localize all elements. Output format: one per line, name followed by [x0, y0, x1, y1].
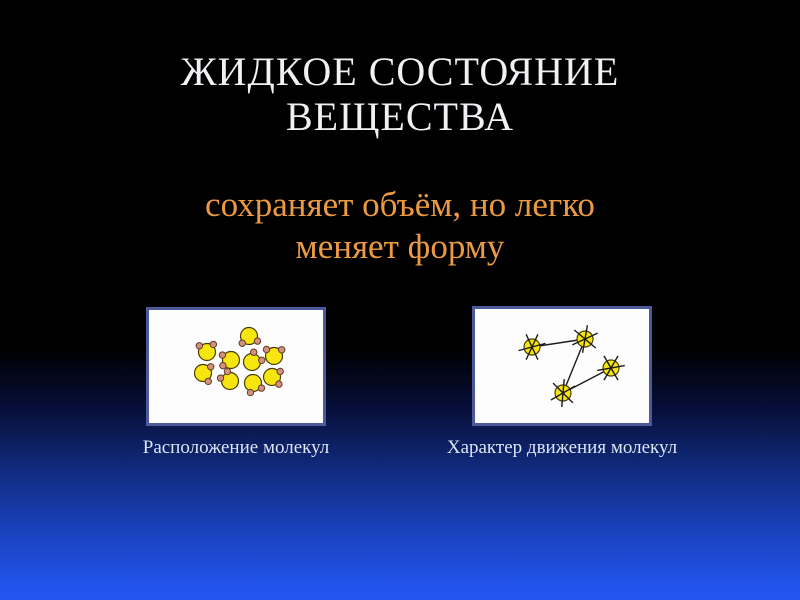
- slide-title: [0, 50, 800, 140]
- subtitle-line-2: меняет форму: [295, 227, 505, 266]
- arrangement-caption: Расположение молекул: [142, 437, 330, 458]
- motion-caption: Характер движения молекул: [446, 437, 678, 458]
- title-line-1: ЖИДКОЕ СОСТОЯНИЕ: [180, 49, 620, 94]
- molecule-motion-panel: [472, 306, 652, 426]
- slide-subtitle: [0, 184, 800, 268]
- molecule-arrangement-diagram: [149, 310, 323, 423]
- molecule-arrangement-panel: [146, 307, 326, 426]
- molecule-motion-diagram: [475, 309, 649, 423]
- title-line-2: ВЕЩЕСТВА: [285, 93, 515, 139]
- subtitle-line-1: сохраняет объём, но легко: [205, 185, 595, 224]
